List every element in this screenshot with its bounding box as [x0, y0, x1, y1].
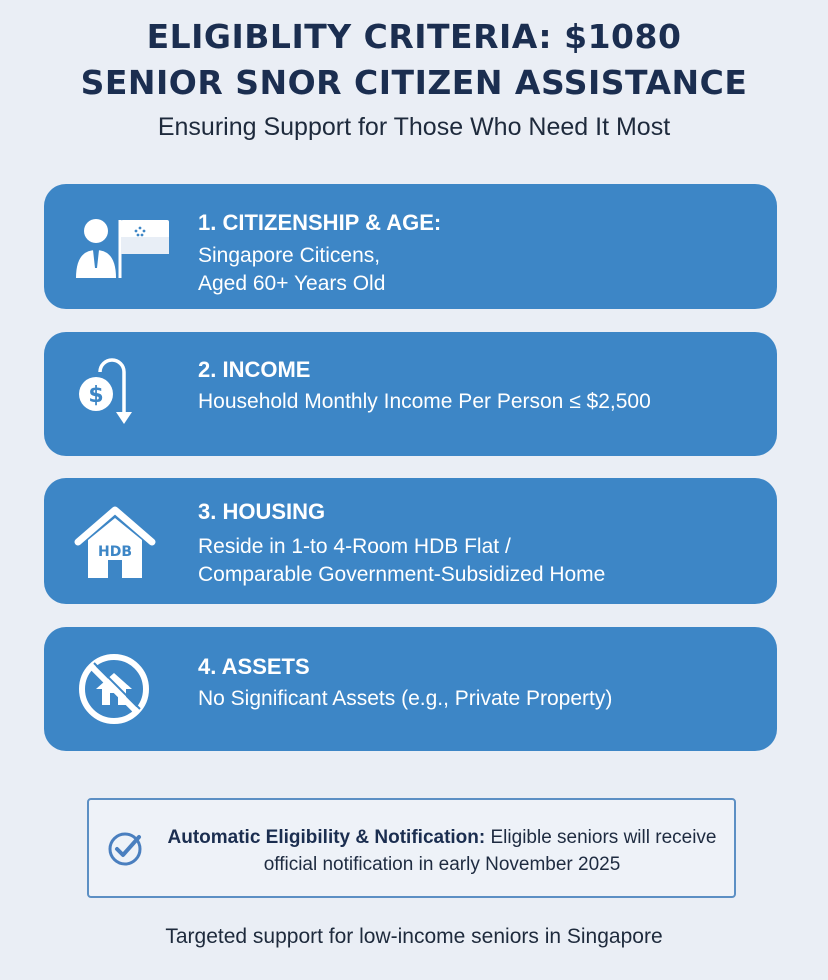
criteria-description	[198, 242, 385, 298]
notification-detail: Eligible seniors will receive	[485, 827, 717, 848]
svg-text:$: $	[88, 383, 104, 408]
criteria-card-housing	[44, 478, 777, 604]
criteria-line: Household Monthly Income Per Person ≤ $2,500	[198, 390, 651, 413]
criteria-description	[198, 685, 612, 713]
criteria-card-citizenship	[44, 184, 777, 309]
title-line-2: SENIOR SNOR CITIZEN ASSISTANCE	[80, 63, 748, 102]
criteria-line: Reside in 1-to 4-Room HDB Flat /	[198, 535, 511, 558]
check-circle-icon	[107, 831, 143, 872]
criteria-heading: 4. ASSETS	[198, 654, 310, 679]
notification-text	[157, 824, 727, 878]
criteria-description	[198, 388, 651, 416]
citizen-flag-icon	[74, 212, 174, 287]
hdb-label: HDB	[97, 544, 133, 560]
notification-box	[87, 798, 736, 898]
notification-line-2: official notification in early November 2025	[263, 854, 621, 875]
criteria-card-income	[44, 332, 777, 456]
page-title	[0, 14, 828, 106]
hdb-house-icon	[74, 506, 156, 585]
criteria-heading: 3. HOUSING	[198, 499, 326, 524]
criteria-line: Singapore Citicens,	[198, 244, 381, 267]
page-subtitle: Ensuring Support for Those Who Need It Most	[157, 113, 671, 141]
footer-text: Targeted support for low-income seniors in Singapore	[165, 925, 663, 948]
criteria-description	[198, 533, 605, 589]
notification-bold: Automatic Eligibility & Notification:	[167, 827, 486, 848]
criteria-line: Comparable Government-Subsidized Home	[198, 563, 606, 586]
criteria-line: No Significant Assets (e.g., Private Property)	[198, 687, 613, 710]
criteria-heading: 2. INCOME	[198, 357, 311, 382]
criteria-card-assets	[44, 627, 777, 751]
no-property-icon	[74, 649, 154, 734]
income-dollar-icon	[74, 352, 154, 439]
criteria-heading: 1. CITIZENSHIP & AGE:	[198, 210, 442, 235]
title-line-1: ELIGIBLITY CRITERIA: $1080	[146, 17, 682, 56]
criteria-line: Aged 60+ Years Old	[198, 272, 386, 295]
